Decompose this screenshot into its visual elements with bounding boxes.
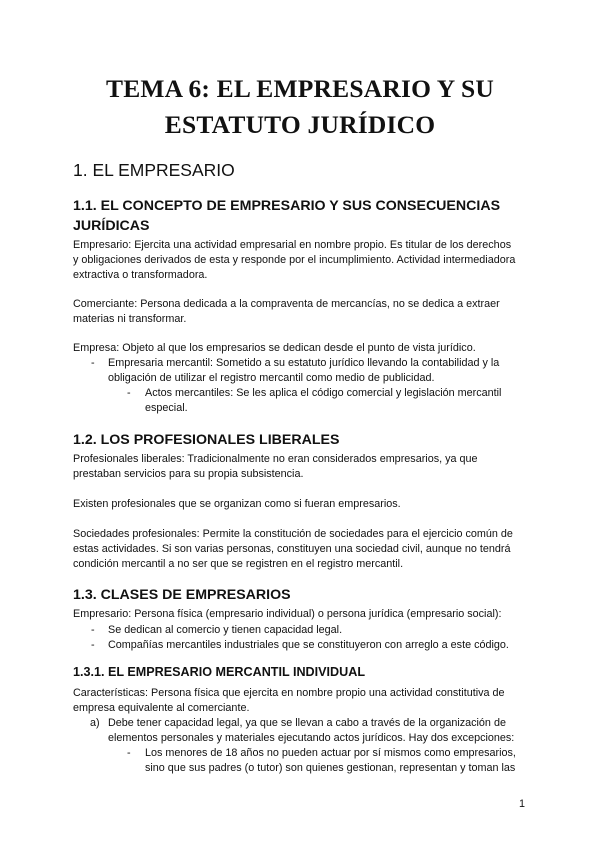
paragraph-caracteristicas-line-2: empresa equivalente al comerciante. <box>73 702 250 714</box>
bullet-dash: - <box>91 624 95 636</box>
list-item-a-line-2: elementos personales y materiales ejecutando actos jurídicos. Hay dos excepciones: <box>108 732 515 744</box>
paragraph-profesionales-line-2: prestaban servicios para su propia subsistencia. <box>73 468 304 480</box>
document-title-line-1: TEMA 6: EL EMPRESARIO Y SU <box>106 74 494 103</box>
page-number: 1 <box>519 798 526 810</box>
sub-list-item-menores-line-2: sino que sus padres (o tutor) son quienes gestionan, representan y toman las <box>145 762 516 774</box>
paragraph-caracteristicas-line-1: Características: Persona física que ejercita en nombre propio una actividad constitutiva de <box>73 687 505 699</box>
bullet-dash: - <box>127 387 131 399</box>
paragraph-clases: Empresario: Persona física (empresario individual) o persona jurídica (empresario social): <box>73 608 502 620</box>
paragraph-existen: Existen profesionales que se organizan como si fueran empresarios. <box>73 498 401 510</box>
list-item-companias: Compañías mercantiles industriales que se constituyeron con arreglo a este código. <box>108 639 509 651</box>
paragraph-empresa: Empresa: Objeto al que los empresarios se dedican desde el punto de vista jurídico. <box>73 342 476 354</box>
bullet-dash: - <box>127 747 131 759</box>
section-heading-1-1-line-1: 1.1. EL CONCEPTO DE EMPRESARIO Y SUS CONSECUENCIAS <box>73 198 501 214</box>
list-item-empresaria-line-1: Empresaria mercantil: Sometido a su estatuto jurídico llevando la contabilidad y la <box>108 357 500 369</box>
bullet-dash: - <box>91 357 95 369</box>
paragraph-comerciante-line-2: materias ni transformar. <box>73 313 187 325</box>
list-item-empresaria-line-2: obligación de utilizar el registro mercantil como medio de publicidad. <box>108 372 435 384</box>
section-heading-1-3-1: 1.3.1. EL EMPRESARIO MERCANTIL INDIVIDUAL <box>73 665 366 679</box>
paragraph-comerciante-line-1: Comerciante: Persona dedicada a la compraventa de mercancías, no se dedica a extraer <box>73 298 500 310</box>
paragraph-empresario-line-2: y obligaciones derivados de esta y responde por el incumplimiento. Actividad intermediadora <box>73 254 516 266</box>
sub-list-item-actos-line-2: especial. <box>145 402 188 414</box>
section-heading-1-1-line-2: JURÍDICAS <box>73 218 150 234</box>
list-item-comercio: Se dedican al comercio y tienen capacidad legal. <box>108 624 343 636</box>
paragraph-sociedades-line-1: Sociedades profesionales: Permite la constitución de sociedades para el ejercicio común de <box>73 528 513 540</box>
section-heading-1-3: 1.3. CLASES DE EMPRESARIOS <box>73 587 291 603</box>
paragraph-empresario-line-3: extractiva o transformadora. <box>73 269 208 281</box>
bullet-dash: - <box>91 639 95 651</box>
paragraph-sociedades-line-3: condición mercantil a no ser que se registren en el registro mercantil. <box>73 558 404 570</box>
paragraph-profesionales-line-1: Profesionales liberales: Tradicionalmente no eran considerados empresarios, ya que <box>73 453 478 465</box>
document-title-line-2: ESTATUTO JURÍDICO <box>164 110 436 139</box>
section-heading-1: 1. EL EMPRESARIO <box>73 160 235 180</box>
paragraph-sociedades-line-2: estas actividades. Si son varias personas, constituyen una sociedad civil, aunque no tendrá <box>73 543 511 555</box>
section-heading-1-2: 1.2. LOS PROFESIONALES LIBERALES <box>73 432 340 448</box>
list-item-a-line-1: Debe tener capacidad legal, ya que se llevan a cabo a través de la organización de <box>108 717 506 729</box>
paragraph-empresario-line-1: Empresario: Ejercita una actividad empresarial en nombre propio. Es titular de los derechos <box>73 239 512 251</box>
sub-list-item-actos-line-1: Actos mercantiles: Se les aplica el código comercial y legislación mercantil <box>145 387 502 399</box>
sub-list-item-menores-line-1: Los menores de 18 años no pueden actuar por sí mismos como empresarios, <box>145 747 516 759</box>
list-marker-a: a) <box>90 717 100 729</box>
